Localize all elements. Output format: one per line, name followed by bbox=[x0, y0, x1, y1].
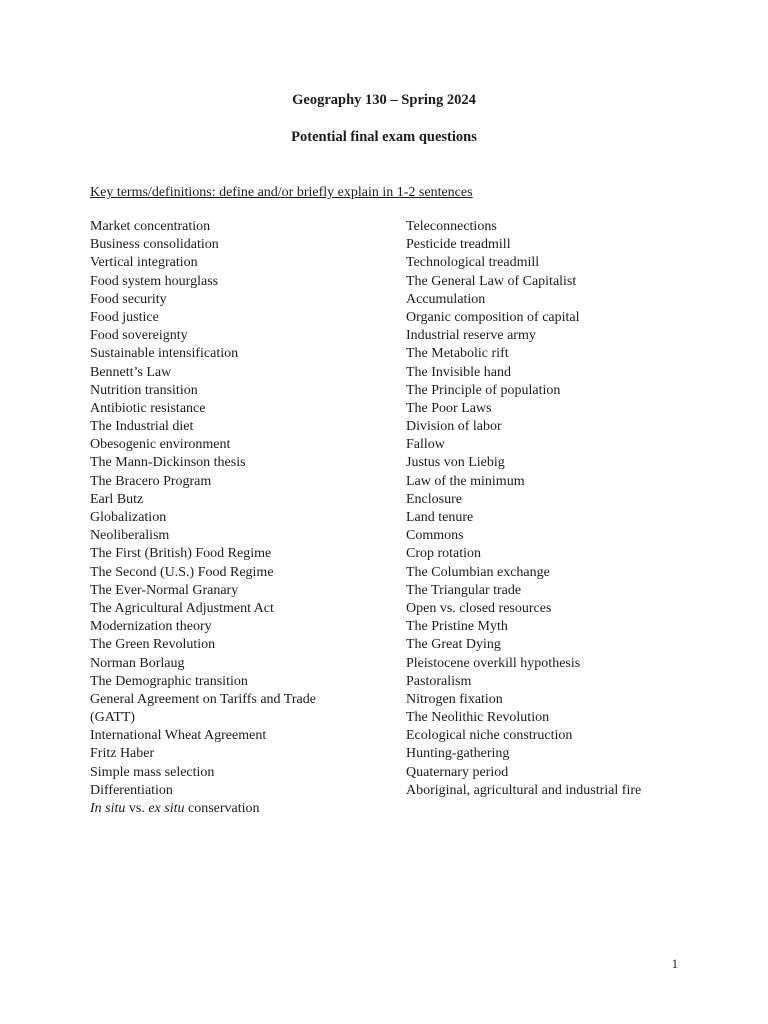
term-line: The Neolithic Revolution bbox=[406, 710, 550, 726]
term-line: (GATT) bbox=[90, 710, 136, 726]
term-line: Division of labor bbox=[406, 419, 502, 435]
term-line: Organic composition of capital bbox=[406, 309, 580, 325]
term-line: Simple mass selection bbox=[90, 764, 215, 780]
term-line: Norman Borlaug bbox=[90, 655, 185, 671]
term-line: Food justice bbox=[90, 309, 159, 325]
term-text-run: In situ bbox=[90, 801, 126, 816]
term-line: Ecological niche construction bbox=[406, 728, 573, 744]
term-line: The Poor Laws bbox=[406, 400, 492, 416]
term-line: General Agreement on Tariffs and Trade bbox=[90, 691, 316, 707]
term-line: Food security bbox=[90, 291, 167, 307]
term-line: Differentiation bbox=[90, 782, 173, 798]
term-line: Pesticide treadmill bbox=[406, 237, 511, 253]
term-text-run: conservation bbox=[184, 801, 260, 816]
term-line: Bennett’s Law bbox=[90, 364, 172, 380]
term-line: The Green Revolution bbox=[90, 637, 216, 653]
document-title: Geography 130 – Spring 2024 bbox=[292, 92, 476, 108]
term-line: The Columbian exchange bbox=[406, 564, 550, 580]
term-line: Teleconnections bbox=[406, 219, 497, 234]
term-line: Pastoralism bbox=[406, 673, 472, 689]
term-line: The Pristine Myth bbox=[406, 619, 508, 635]
term-line: Nutrition transition bbox=[90, 382, 198, 398]
document-subtitle: Potential final exam questions bbox=[291, 129, 477, 145]
term-line: The Demographic transition bbox=[90, 673, 248, 689]
term-line: Food system hourglass bbox=[90, 273, 219, 289]
term-line: Technological treadmill bbox=[406, 255, 540, 271]
key-terms-right-column bbox=[406, 218, 641, 800]
term-line: Accumulation bbox=[406, 291, 486, 307]
term-line: The Invisible hand bbox=[406, 364, 511, 380]
term-line: Nitrogen fixation bbox=[406, 691, 503, 707]
key-terms-left-column bbox=[90, 218, 316, 818]
term-line: The First (British) Food Regime bbox=[90, 546, 272, 562]
term-line: Crop rotation bbox=[406, 546, 482, 562]
term-line: Modernization theory bbox=[90, 619, 212, 635]
term-text-run: ex situ bbox=[148, 801, 185, 816]
term-line: Quaternary period bbox=[406, 764, 509, 780]
term-line: Food sovereignty bbox=[90, 328, 188, 344]
term-line: Earl Butz bbox=[90, 491, 144, 507]
section-heading-key-terms: Key terms/definitions: define and/or briefly explain in 1-2 sentences bbox=[90, 185, 473, 200]
term-line: Aboriginal, agricultural and industrial fire bbox=[406, 782, 642, 798]
term-line: The Bracero Program bbox=[90, 473, 212, 489]
term-line: Market concentration bbox=[90, 219, 211, 234]
term-line: Fallow bbox=[406, 437, 445, 453]
term-line: The Mann-Dickinson thesis bbox=[90, 455, 246, 471]
term-line: Justus von Liebig bbox=[406, 455, 505, 471]
term-line: Sustainable intensification bbox=[90, 346, 239, 362]
term-line: The Second (U.S.) Food Regime bbox=[90, 564, 274, 580]
term-line: Vertical integration bbox=[90, 255, 198, 271]
page-number: 1 bbox=[671, 957, 678, 971]
term-line: The Principle of population bbox=[406, 382, 561, 398]
term-line: Pleistocene overkill hypothesis bbox=[406, 655, 581, 671]
term-line: Enclosure bbox=[406, 491, 462, 507]
term-line: Law of the minimum bbox=[406, 473, 525, 489]
term-line: Hunting-gathering bbox=[406, 746, 510, 762]
term-line: Land tenure bbox=[406, 510, 474, 525]
term-line: Antibiotic resistance bbox=[90, 400, 206, 416]
term-line: The General Law of Capitalist bbox=[406, 273, 577, 289]
term-line: The Industrial diet bbox=[90, 419, 194, 435]
term-line: International Wheat Agreement bbox=[90, 728, 267, 744]
term-line: The Metabolic rift bbox=[406, 346, 509, 362]
term-line: Obesogenic environment bbox=[90, 437, 231, 453]
term-line: The Triangular trade bbox=[406, 582, 522, 598]
term-text-run: vs. bbox=[125, 801, 149, 816]
term-line: The Agricultural Adjustment Act bbox=[90, 600, 274, 616]
term-line: Business consolidation bbox=[90, 237, 219, 253]
term-line: Globalization bbox=[90, 510, 167, 525]
term-line: The Great Dying bbox=[406, 637, 501, 653]
term-line: Neoliberalism bbox=[90, 528, 170, 544]
term-line bbox=[90, 800, 316, 818]
term-line: The Ever-Normal Granary bbox=[90, 582, 239, 598]
term-line: Fritz Haber bbox=[90, 746, 155, 762]
term-line: Industrial reserve army bbox=[406, 328, 536, 344]
term-line: Open vs. closed resources bbox=[406, 600, 552, 616]
term-line: Commons bbox=[406, 528, 464, 544]
